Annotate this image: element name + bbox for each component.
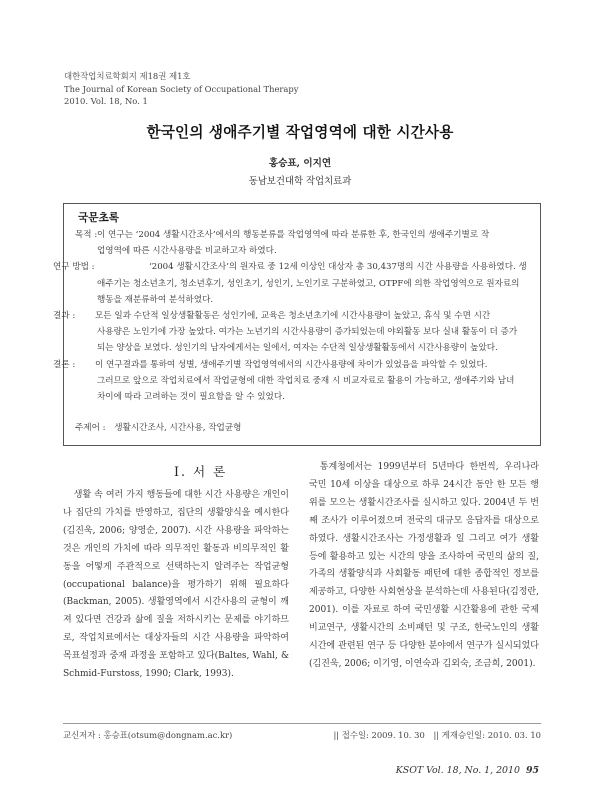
- footnote-divider: [63, 723, 541, 724]
- page-footer: [396, 765, 539, 776]
- method-line: ‘2004 생활시간조사’의 원자료 중 12세 이상인 대상자 총 30,437명의 시간 사용량을 사용하였다. 생: [149, 262, 527, 273]
- corresponding-author: 교신저자 : 홍승표(otsum@dongnam.ac.kr): [63, 730, 233, 740]
- paper-title: 한국인의 생애주기별 작업영역에 대한 시간사용: [146, 124, 454, 141]
- purpose-line: 업영역에 따른 시간사용량을 비교하고자 하였다.: [97, 246, 277, 257]
- journal-name-korean: 대한작업치료학회지 제18권 제1호: [64, 71, 191, 81]
- body-paragraph: 생활 속 여러 가지 행동들에 대한 시간 사용량은 개인이나 집단의 가치를 반영하고, 집단의 생활양식을 예시한다(김진욱, 2006; 양영순, 2007). 시간 사용량을 파악하는 것은 개인의 가치에 따라 의무적인 활동과 비의무적인 활동을 어떻게 주관적으로 선택하는지 알려주는 작업균형(occupational balance)을 평가하기 위해 필요하다(Backman, 2005). 생활영역에서 시간사용의 균형이 깨져 있다면 건강과 삶에 질을 저하시키는 문제를 야기하므로, 작업치료에서는 대상자들의 시간 사용량을 파악하여 목표설정과 중재 과정을 포함하고 있다(Baltes, Wahl, & Schmid-Furstoss, 1990; Clark, 1993).: [63, 490, 289, 680]
- body-right-column: [309, 459, 539, 674]
- keywords-label: 주제어 :: [75, 423, 106, 433]
- result-label: 결과 :: [53, 311, 76, 322]
- conclusion-label: 결론 :: [53, 359, 76, 370]
- journal-issue: 2010. Vol. 18, No. 1: [64, 96, 148, 106]
- page-number: 95: [525, 765, 539, 776]
- abstract-body: [53, 227, 533, 405]
- abstract-method: [53, 259, 533, 308]
- abstract-result: [53, 308, 533, 357]
- journal-name-english: The Journal of Korean Society of Occupational Therapy: [64, 83, 299, 94]
- accepted-date: || 게재승인일: 2010. 03. 10: [433, 730, 541, 740]
- result-line: 모든 일과 수단적 일상생활활동은 성인기에, 교육은 청소년초기에 시간사용량이 높았고, 휴식 및 수면 시간: [95, 311, 491, 322]
- author-affiliation: 동남보건대학 작업치료과: [248, 176, 352, 187]
- purpose-label: 목적 :: [75, 230, 98, 240]
- submission-dates: [327, 729, 541, 741]
- abstract-purpose: [75, 227, 533, 259]
- abstract-conclusion: [53, 357, 533, 406]
- abstract-heading: 국문초록: [78, 212, 119, 224]
- body-left-column: [63, 487, 289, 684]
- body-paragraph: 통계청에서는 1999년부터 5년마다 한번씩, 우리나라 국민 10세 이상을 대상으로 하루 24시간 동안 한 모든 행위를 모으는 생활시간조사를 실시하고 있다. 2004년 두 번째 조사가 이루어졌으며 전국의 대규모 응답자를 대상으로 하였다. 생활시간조사는 가정생활과 일 그리고 여가 생활 등에 활용하고 있는 시간의 양을 조사하여 국민의 삶의 질, 가족의 생활양식과 사회활동 패턴에 대한 종합적인 정보를 제공하고, 다양한 사회현상을 분석하는데 사용된다(김정란, 2001). 이를 자료로 하여 국민생활 시간활용에 관한 국제비교연구, 생활시간의 소비패턴 및 구조, 한국노인의 생활시간에 관련된 연구 등 다양한 분야에서 연구가 실시되었다(김진욱, 2006; 이기영, 이연숙과 김외숙, 조금희, 2001).: [309, 462, 539, 669]
- conclusion-line: 차이에 따라 고려하는 것이 필요함을 알 수 있었다.: [97, 392, 285, 403]
- result-line: 되는 양상을 보였다. 성인기의 남자에게서는 일에서, 여자는 수단적 일상생활활동에서 시간사용량이 높았다.: [97, 343, 498, 354]
- method-line: 행동을 재분류하여 분석하였다.: [97, 294, 214, 305]
- received-date: || 접수일: 2009. 10. 30: [333, 730, 425, 740]
- section-heading-introduction: Ⅰ. 서 론: [174, 464, 228, 479]
- footer-journal: KSOT Vol. 18, No. 1, 2010: [395, 765, 520, 776]
- journal-header: [64, 70, 299, 108]
- conclusion-line: 이 연구결과를 통하여 성별, 생애주기별 작업영역에서의 시간사용량에 차이가 있었음을 파악할 수 있었다.: [95, 359, 488, 370]
- keywords: [75, 421, 247, 433]
- method-line: 애주기는 청소년초기, 청소년후기, 성인초기, 성인기, 노인기로 구분하였고, OTPF에 의한 작업영역으로 원자료의: [97, 278, 520, 289]
- result-line: 사용량은 노인기에 가장 높았다. 여가는 노년기의 시간사용량이 증가되었는데 야외활동 보다 실내 활동이 더 증가: [97, 327, 518, 338]
- paper-authors: 홍승표, 이지연: [268, 158, 332, 169]
- conclusion-line: 그러므로 앞으로 작업치료에서 작업균형에 대한 작업치료 중재 시 비교자료로 활용이 가능하고, 생애주기와 남녀: [97, 375, 515, 386]
- purpose-line: 이 연구는 ‘2004 생활시간조사’에서의 행동분류를 작업영역에 따라 분류한 후, 한국인의 생애주기별로 작: [97, 230, 490, 240]
- method-label: 연구 방법 :: [53, 262, 95, 273]
- keywords-list: 생활시간조사, 시간사용, 작업균형: [114, 423, 242, 433]
